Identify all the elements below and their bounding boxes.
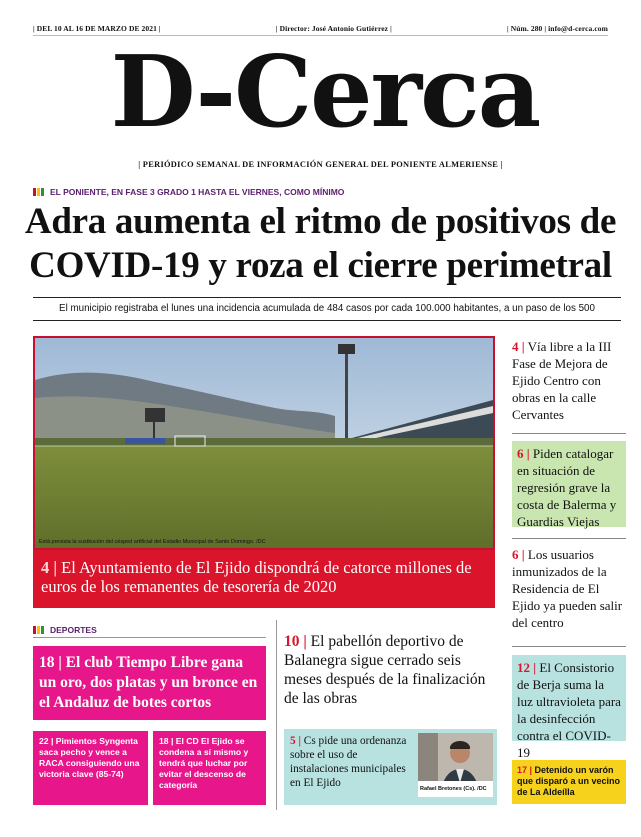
issue-number: | Núm. 280 |: [507, 24, 547, 33]
lead-subhead: El municipio registraba el lunes una incidencia acumulada de 484 casos por cada 100.000 habitantes, a un paso de los 500: [33, 297, 621, 321]
stadium-photo[interactable]: [33, 336, 495, 550]
page-ref: 18 |: [39, 654, 62, 671]
sidebar-story[interactable]: [512, 546, 626, 631]
page-ref: 18 |: [159, 736, 174, 746]
issue-date: | DEL 10 AL 16 DE MARZO DE 2021 |: [33, 24, 161, 33]
sports-story[interactable]: [153, 731, 266, 805]
flag-icon: [33, 626, 45, 634]
divider: [512, 538, 626, 539]
story-title: Pimientos Syngenta saca pecho y vence a RACA consiguiendo una victoria clave (85-74): [39, 736, 140, 779]
page-ref: 6 |: [517, 446, 530, 461]
story-title: Piden catalogar en situación de regresión grave la costa de Balerma y Guardias Viejas: [517, 446, 617, 529]
cs-story[interactable]: [284, 729, 497, 805]
divider: [512, 646, 626, 647]
story-title: Cs pide una ordenanza sobre el uso de instalaciones municipales en El Ejido: [290, 735, 407, 789]
sports-main-story[interactable]: [33, 646, 266, 720]
masthead-bar: [33, 22, 608, 36]
photo-credit: /DC: [477, 786, 487, 792]
middle-story[interactable]: [284, 632, 497, 708]
portrait-photo[interactable]: [418, 733, 493, 797]
page-ref: 4 |: [512, 339, 525, 354]
story-title: El club Tiempo Libre gana un oro, dos platas y un bronce en el Andaluz de botes cortos: [39, 654, 258, 711]
section-title: DEPORTES: [50, 625, 97, 635]
photo-credit: /DC: [256, 539, 266, 545]
photo-caption: Está prevista la sustitución del césped artificial del Estadio Municipal de Santo Domingo. /DC: [39, 539, 266, 545]
page-ref: 4 |: [41, 558, 58, 577]
lead-kicker: [33, 187, 344, 197]
page-ref: 5 |: [290, 735, 301, 747]
sidebar-story[interactable]: [512, 441, 626, 527]
page-ref: 10 |: [284, 633, 307, 650]
story-title: Detenido un varón que disparó a un vecino de La Aldeílla: [517, 765, 621, 797]
flag-icon: [33, 188, 45, 196]
column-divider: [276, 620, 277, 810]
story-title: El pabellón deportivo de Balanegra sigue cerrado seis meses después de la finalización de las obras: [284, 633, 486, 707]
tagline: | PERIÓDICO SEMANAL DE INFORMACIÓN GENERAL DEL PONIENTE ALMERIENSE |: [138, 160, 503, 169]
kicker-text: EL PONIENTE, EN FASE 3 GRADO 1 HASTA EL VIERNES, COMO MÍNIMO: [50, 187, 345, 197]
newspaper-logo[interactable]: D-Cerca: [110, 35, 540, 150]
photo-story-title: El Ayuntamiento de El Ejido dispondrá de catorce millones de euros de los remanentes de tesorería de 2020: [41, 558, 472, 596]
page-ref: 22 |: [39, 736, 54, 746]
sidebar-story[interactable]: [512, 338, 626, 423]
page-ref: 17 |: [517, 765, 533, 775]
sports-section-label: [33, 625, 266, 638]
stadium-illustration: [35, 338, 493, 548]
email-link[interactable]: info@d-cerca.com: [548, 24, 608, 33]
page-ref: 6 |: [512, 547, 525, 562]
sidebar-story[interactable]: [512, 760, 626, 804]
story-title: El Consistorio de Berja suma la luz ultravioleta para la desinfección contra el COVID-19: [517, 660, 621, 760]
sidebar-story[interactable]: [512, 655, 626, 760]
story-title: Los usuarios inmunizados de la Residencia de El Ejido ya pueden salir del centro: [512, 547, 623, 630]
cs-story-text: [290, 734, 410, 790]
lead-headline[interactable]: Adra aumenta el ritmo de positivos de COVID-19 y roza el cierre perimetral: [24, 201, 617, 286]
divider: [512, 433, 626, 434]
issue-contact: [507, 24, 608, 33]
page-ref: 12 |: [517, 660, 537, 675]
portrait-caption: Rafael Bretones (Cs). /DC: [418, 781, 493, 797]
director-credit: | Director: José Antonio Gutiérrez |: [275, 24, 392, 33]
photo-story-headline[interactable]: [33, 550, 495, 608]
story-title: El CD El Ejido se condena a sí mismo y tendrá que luchar por evitar el descenso de categoría: [159, 736, 249, 790]
story-title: Vía libre a la III Fase de Mejora de Ejido Centro con obras en la calle Cervantes: [512, 339, 612, 422]
sports-story[interactable]: [33, 731, 148, 805]
